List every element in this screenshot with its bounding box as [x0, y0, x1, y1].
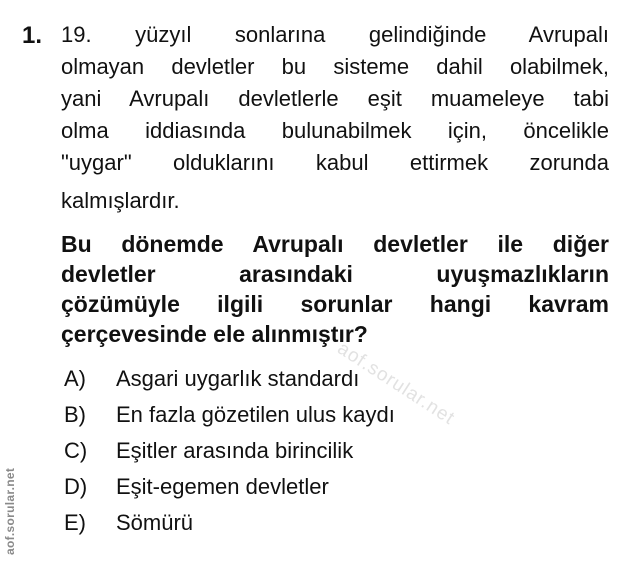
stem-line: "uygar" olduklarını kabul ettirmek zorunda	[61, 150, 609, 175]
stem-line: olmayan devletler bu sisteme dahil olabilmek,	[61, 54, 609, 79]
option-d[interactable]	[64, 474, 395, 510]
option-e[interactable]	[64, 510, 395, 546]
stem-line: kalmışlardır.	[61, 188, 180, 213]
option-letter: B)	[64, 402, 86, 427]
prompt-line: çözümüyle ilgili sorunlar hangi kavram	[61, 291, 609, 317]
option-a[interactable]	[64, 366, 395, 402]
option-text: Eşit-egemen devletler	[116, 474, 329, 499]
option-letter: E)	[64, 510, 86, 535]
prompt-line: çerçevesinde ele alınmıştır?	[61, 321, 368, 347]
question-stem	[61, 19, 609, 217]
diagonal-watermark: aof.sorular.net	[333, 338, 459, 430]
prompt-line: devletler arasındaki uyuşmazlıkların	[61, 261, 609, 287]
prompt-line: Bu dönemde Avrupalı devletler ile diğer	[61, 231, 609, 257]
option-b[interactable]	[64, 402, 395, 438]
stem-line: olma iddiasında bulunabilmek için, öncelikle	[61, 118, 609, 143]
question-number: 1.	[22, 22, 43, 49]
stem-line: yani Avrupalı devletlerle eşit muameleye tabi	[61, 86, 609, 111]
option-c[interactable]	[64, 438, 395, 474]
option-text: Sömürü	[116, 510, 194, 535]
option-text: Asgari uygarlık standardı	[116, 366, 360, 391]
option-letter: C)	[64, 438, 88, 463]
side-watermark: aof.sorular.net	[3, 467, 17, 555]
option-letter: D)	[64, 474, 88, 499]
option-text: Eşitler arasında birincilik	[116, 438, 354, 463]
question-prompt	[61, 229, 609, 349]
stem-line: 19. yüzyıl sonlarına gelindiğinde Avrupalı	[61, 22, 609, 47]
option-letter: A)	[64, 366, 86, 391]
option-text: En fazla gözetilen ulus kaydı	[116, 402, 395, 427]
answer-options	[64, 366, 395, 546]
